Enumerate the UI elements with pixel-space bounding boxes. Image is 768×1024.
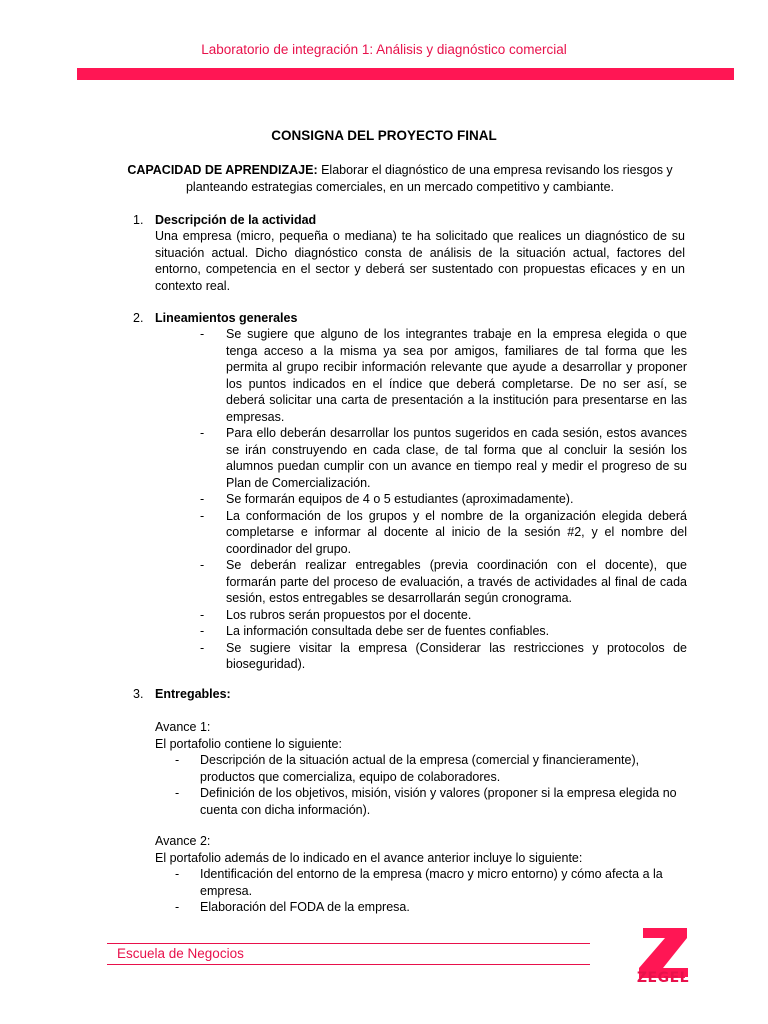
list-item bbox=[200, 491, 687, 508]
list-item bbox=[200, 508, 687, 558]
list-item-text: Se sugiere visitar la empresa (Considerar las restricciones y protocolos de bioseguridad). bbox=[226, 640, 687, 671]
bullet-dash: - bbox=[200, 607, 205, 622]
header-title: Laboratorio de integración 1: Análisis y diagnóstico comercial bbox=[201, 42, 567, 57]
section-number: 2. bbox=[133, 311, 144, 325]
capacidad-paragraph bbox=[120, 162, 680, 196]
avance-1-list bbox=[175, 752, 685, 818]
footer-rule-bottom bbox=[107, 964, 590, 965]
document-title: CONSIGNA DEL PROYECTO FINAL bbox=[271, 128, 497, 143]
avance-1-title: Avance 1: bbox=[155, 720, 211, 734]
list-item-text: La conformación de los grupos y el nombre de la organización elegida deberá completarse e informar al docente al inicio de la sesión #2, y el nombre del coordinador del grupo. bbox=[226, 508, 687, 556]
section-1-text: Una empresa (micro, pequeña o mediana) te ha solicitado que realices un diagnóstico de su situación actual. Dicho diagnóstico consta de análisis de la situación actual, factores del entorno, competencia en el sector y deberá ser sustentado con propuestas eficaces y en un contexto real. bbox=[155, 229, 685, 293]
bullet-dash: - bbox=[175, 867, 180, 881]
avance-1-intro: El portafolio contiene lo siguiente: bbox=[155, 737, 342, 751]
avance-2-title: Avance 2: bbox=[155, 834, 211, 848]
list-item-text: Los rubros serán propuestos por el docente. bbox=[226, 607, 472, 622]
footer-rule-top bbox=[107, 943, 590, 944]
list-item-text: Para ello deberán desarrollar los puntos sugeridos en cada sesión, estos avances se irán construyendo en cada clase, de tal forma que al concluir la sesión los alumnos puedan cumplir con un avance en tiempo real y medir el progreso de su Plan de Comercialización. bbox=[226, 426, 687, 490]
list-item-text: La información consultada debe ser de fuentes confiables. bbox=[226, 624, 550, 638]
header-accent-bar bbox=[77, 68, 734, 80]
list-item-text: Identificación del entorno de la empresa (macro y micro entorno) y cómo afecta a la empresa. bbox=[200, 867, 663, 898]
bullet-dash: - bbox=[200, 640, 205, 655]
bullet-dash: - bbox=[200, 624, 205, 638]
section-title: Descripción de la actividad bbox=[155, 213, 317, 227]
list-item bbox=[200, 557, 687, 607]
list-item-text: Definición de los objetivos, misión, visión y valores (proponer si la empresa elegida no cuenta con dicha información). bbox=[200, 786, 677, 817]
avance-2-intro: El portafolio además de lo indicado en el avance anterior incluye lo siguiente: bbox=[155, 851, 583, 865]
bullet-dash: - bbox=[200, 327, 205, 341]
section-number: 3. bbox=[133, 687, 144, 701]
list-item bbox=[175, 785, 685, 818]
section-title: Entregables: bbox=[155, 687, 231, 701]
list-item bbox=[200, 607, 687, 624]
bullet-dash: - bbox=[200, 558, 205, 572]
bullet-dash: - bbox=[200, 426, 205, 440]
bullet-dash: - bbox=[200, 492, 205, 506]
section-title: Lineamientos generales bbox=[155, 311, 298, 325]
bullet-dash: - bbox=[200, 508, 205, 523]
logo-wordmark: ZEGEL bbox=[636, 970, 690, 986]
list-item-text: Se deberán realizar entregables (previa coordinación con el docente), que formarán parte del proceso de evaluación, a través de actividades al final de cada sesión, estos entregables se desarrollarán según cronograma. bbox=[226, 558, 687, 605]
list-item bbox=[175, 899, 685, 916]
bullet-dash: - bbox=[175, 900, 180, 914]
bullet-dash: - bbox=[175, 753, 180, 767]
list-item-text: Elaboración del FODA de la empresa. bbox=[200, 900, 410, 914]
list-item bbox=[175, 752, 685, 785]
footer-text: Escuela de Negocios bbox=[117, 946, 244, 961]
list-item-text: Descripción de la situación actual de la empresa (comercial y financieramente), productos que comercializa, equipo de colaboradores. bbox=[200, 753, 640, 784]
capacidad-label: CAPACIDAD DE APRENDIZAJE: bbox=[127, 163, 318, 177]
avance-2-list bbox=[175, 866, 685, 916]
list-item bbox=[175, 866, 685, 899]
list-item-text: Se sugiere que alguno de los integrantes trabaje en la empresa elegida o que tenga acceso a la misma ya sea por amigos, familiares de tal forma que les permita al grupo recibir información relevante que ayude a desarrollar y proponer los puntos indicados en el índice que deberá completarse. De no ser así, se deberá solicitar una carta de presentación a la institución para presentarse en las empresas. bbox=[226, 327, 687, 424]
bullet-dash: - bbox=[175, 786, 180, 800]
list-item-text: Se formarán equipos de 4 o 5 estudiantes (aproximadamente). bbox=[226, 492, 574, 506]
section-number: 1. bbox=[133, 213, 144, 227]
list-item bbox=[200, 425, 687, 491]
lineamientos-list bbox=[200, 326, 687, 673]
list-item bbox=[200, 326, 687, 425]
list-item bbox=[200, 623, 687, 640]
capacidad-text: Elaborar el diagnóstico de una empresa revisando los riesgos y planteando estrategias comerciales, en un mercado competitivo y cambiante. bbox=[185, 163, 673, 194]
list-item bbox=[200, 640, 687, 673]
